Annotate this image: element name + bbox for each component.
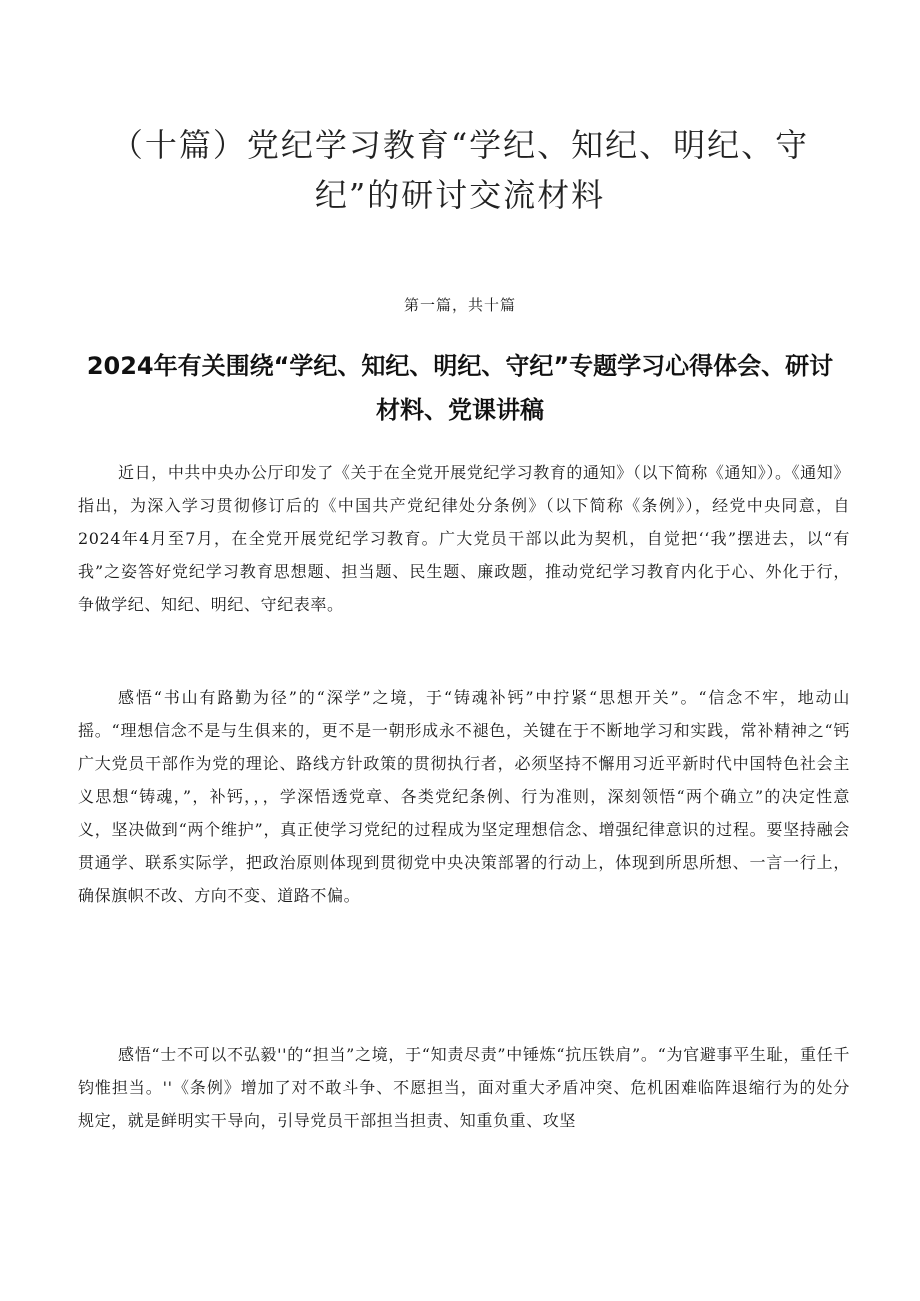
paragraph-1: 近日，中共中央办公厅印发了《关于在全党开展党纪学习教育的通知》（以下简称《通知》）。《通知》指出，为深入学习贯彻修订后的《中国共产党纪律处分条例》（以下简称《条例》），经党中央同意，自2024年4月至7月，在全党开展党纪学习教育。广大党员干部以此为契机，自觉把‘‘我”摆进去，以“有我”之姿答好党纪学习教育思想题、担当题、民生题、廉政题，推动党纪学习教育内化于心、外化于行，争做学纪、知纪、明纪、守纪表率。 — [78, 463, 850, 614]
document-title: （十篇）党纪学习教育“学纪、知纪、明纪、守纪”的研讨交流材料 — [110, 126, 810, 214]
paragraph-2: 感悟“书山有路勤为径”的“深学”之境，于“铸魂补钙”中拧紧“思想开关”。“信念不牢，地动山摇。“理想信念不是与生俱来的，更不是一朝形成永不褪色，关键在于不断地学习和实践，常补精神之“钙广大党员干部作为党的理论、路线方针政策的贯彻执行者，必须坚持不懈用习近平新时代中国特色社会主义思想“铸魂，”，补钙，，，学深悟透党章、各类党纪条例、行为准则，深刻领悟“两个确立”的决定性意义，坚决做到“两个维护”，真正使学习党纪的过程成为坚定理想信念、增强纪律意识的过程。要坚持融会贯通学、联系实际学，把政治原则体现到贯彻党中央决策部署的行动上，体现到所思所想、一言一行上，确保旗帜不改、方向不变、道路不偏。 — [78, 688, 850, 905]
section-title: 2024年有关围绕“学纪、知纪、明纪、守纪”专题学习心得体会、研讨材料、党课讲稿 — [86, 352, 834, 424]
section-label: 第一篇，共十篇 — [403, 296, 516, 314]
paragraph-3: 感悟“士不可以不弘毅''的“担当”之境，于“知责尽责”中锤炼“抗压铁肩”。“为官避事平生耻，重任千钧惟担当。''《条例》增加了对不敢斗争、不愿担当，面对重大矛盾冲突、危机困难临阵退缩行为的处分规定，就是鲜明实干导向，引导党员干部担当担责、知重负重、攻坚 — [78, 1045, 850, 1130]
